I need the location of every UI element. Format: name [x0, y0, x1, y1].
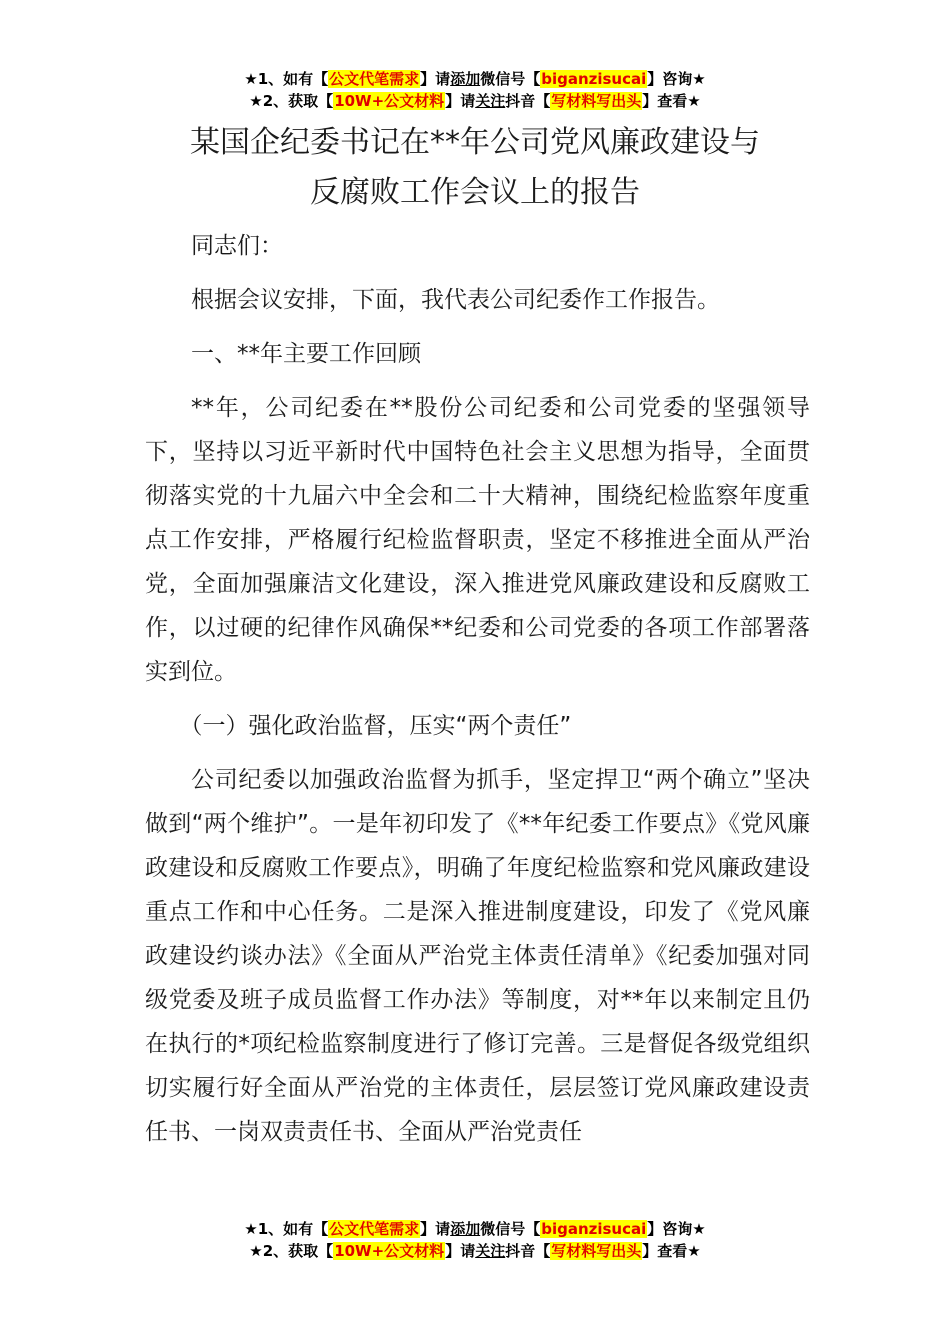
banner-line-1: ★1、如有【公文代笔需求】请添加微信号【biganzisucai】咨询★	[244, 70, 706, 88]
banner-highlight: 10W+公文材料	[334, 92, 445, 110]
subsection-heading: （一）强化政治监督，压实“两个责任”	[179, 713, 572, 739]
salutation: 同志们：	[191, 233, 283, 259]
paragraph: 公司纪委以加强政治监督为抓手，坚定捍卫“两个确立”坚决做到“两个维护”。一是年初印发了《**年纪委工作要点》《党风廉政建设和反腐败工作要点》，明确了年度纪检监察和党风廉政建设重点工作和中心任务。二是深入推进制度建设，印发了《党风廉政建设约谈办法》《全面从严治党主体责任清单》《纪委加强对同级党委及班子成员监督工作办法》等制度，对**年以来制定且仍在执行的*项纪检监察制度进行了修订完善。三是督促各级党组织切实履行好全面从严治党的主体责任，层层签订党风廉政建设责任书、一岗双责责任书、全面从严治党责任	[145, 767, 810, 1145]
top-banner	[0, 68, 950, 112]
banner-highlight: 10W+公文材料	[334, 1242, 445, 1260]
document-title	[100, 118, 850, 218]
banner-highlight: 公文代笔需求	[329, 1220, 420, 1238]
banner-douyin-id: 写材料写出头	[551, 1242, 642, 1260]
banner-line-2: ★2、获取【10W+公文材料】请关注抖音【写材料写出头】查看★	[249, 1242, 701, 1260]
paragraph: **年，公司纪委在**股份公司纪委和公司党委的坚强领导下，坚持以习近平新时代中国特色社会主义思想为指导，全面贯彻落实党的十九届六中全会和二十大精神，围绕纪检监察年度重点工作安排，严格履行纪检监督职责，坚定不移推进全面从严治党，全面加强廉洁文化建设，深入推进党风廉政建设和反腐败工作，以过硬的纪律作风确保**纪委和公司党委的各项工作部署落实到位。	[145, 395, 810, 685]
banner-line-2: ★2、获取【10W+公文材料】请关注抖音【写材料写出头】查看★	[249, 92, 701, 110]
paragraph: 根据会议安排，下面，我代表公司纪委作工作报告。	[191, 287, 720, 313]
bottom-banner	[0, 1218, 950, 1262]
banner-douyin-id: 写材料写出头	[551, 92, 642, 110]
document-body	[145, 224, 810, 1164]
title-line-2: 反腐败工作会议上的报告	[310, 175, 640, 210]
banner-wechat-id: biganzisucai	[541, 70, 647, 88]
section-heading: 一、**年主要工作回顾	[191, 341, 421, 367]
banner-highlight: 公文代笔需求	[329, 70, 420, 88]
title-line-1: 某国企纪委书记在**年公司党风廉政建设与	[190, 125, 760, 160]
banner-wechat-id: biganzisucai	[541, 1220, 647, 1238]
banner-line-1: ★1、如有【公文代笔需求】请添加微信号【biganzisucai】咨询★	[244, 1220, 706, 1238]
